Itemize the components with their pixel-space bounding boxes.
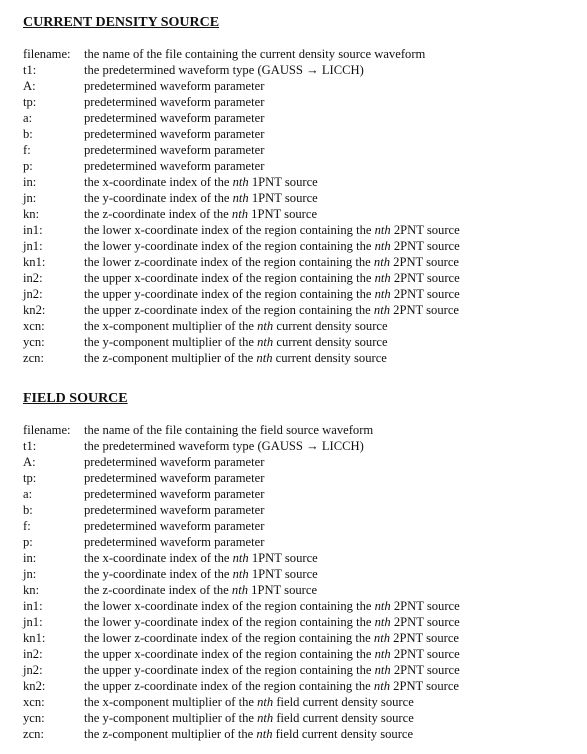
definition-term: jn: [23,567,37,581]
definition-description [84,286,577,302]
definition-row [23,726,577,742]
description-text: the z-component multiplier of the [84,351,257,365]
definition-row [23,78,577,94]
description-text: the upper y-coordinate index of the region containing the [84,287,375,301]
description-emphasis: nth [374,663,391,677]
description-text: current density source [273,335,388,349]
definition-row [23,438,577,454]
section-title: FIELD SOURCE [23,391,128,406]
definition-row [23,142,577,158]
section-title: CURRENT DENSITY SOURCE [23,15,220,30]
description-text: the upper x-coordinate index of the region containing the [84,271,375,285]
description-text: 2PNT source [390,599,460,613]
definition-description: predetermined waveform parameter [84,471,265,485]
definition-term: A: [23,455,36,469]
section-field-source [23,390,577,742]
definition-row [23,126,577,142]
definition-description [84,678,577,694]
definition-row [23,46,577,62]
description-text: the lower x-coordinate index of the region containing the [84,599,375,613]
description-text: 2PNT source [390,287,460,301]
definition-description: predetermined waveform parameter [84,111,265,125]
definition-description [84,566,577,582]
definition-description [84,238,577,254]
description-emphasis: nth [231,583,249,597]
description-text: the x-coordinate index of the [84,551,233,565]
description-emphasis: nth [374,615,391,629]
definition-term: jn2: [23,663,43,677]
description-text: the x-component multiplier of the [84,319,258,333]
definition-term: kn2: [23,303,46,317]
description-text: the lower x-coordinate index of the region containing the [84,223,375,237]
description-emphasis: nth [257,711,274,725]
definition-description: the predetermined waveform type (GAUSS → LICCH) [84,63,364,77]
definition-description [84,582,577,598]
definition-description: predetermined waveform parameter [84,127,265,141]
description-text: 1PNT source [248,191,318,205]
definition-description [84,550,577,566]
definition-description [84,334,577,350]
definition-term: ycn: [23,335,45,349]
description-text: current density source [273,319,388,333]
definition-term: kn1: [23,631,46,645]
definition-term: kn1: [23,255,46,269]
definition-term: in2: [23,271,43,285]
definition-description [84,254,577,270]
description-emphasis: nth [257,335,274,349]
definition-term: f: [23,143,31,157]
definition-term: xcn: [23,695,45,709]
description-emphasis: nth [232,551,249,565]
description-emphasis: nth [256,727,273,741]
definition-term: a: [23,487,33,501]
definition-term: in2: [23,647,43,661]
definition-term: a: [23,111,33,125]
description-text: field current density source [272,727,414,741]
definition-row [23,62,577,78]
definition-term: jn1: [23,239,43,253]
description-text: 2PNT source [390,615,460,629]
description-emphasis: nth [373,679,390,693]
description-text: the z-coordinate index of the [84,583,232,597]
description-emphasis: nth [257,695,274,709]
definition-description: predetermined waveform parameter [84,535,265,549]
description-emphasis: nth [256,351,273,365]
description-emphasis: nth [374,223,391,237]
definition-term: b: [23,127,33,141]
definition-description [84,598,577,614]
definition-term: jn: [23,191,37,205]
description-text: the z-coordinate index of the [84,207,232,221]
definition-row [23,318,577,334]
definition-term: in1: [23,223,43,237]
definition-term: jn1: [23,615,43,629]
description-emphasis: nth [232,175,249,189]
definition-description [84,206,577,222]
definition-description [84,630,577,646]
description-text: the z-component multiplier of the [84,727,257,741]
description-text: field current density source [273,695,414,709]
definition-term: in: [23,551,37,565]
description-text: field current density source [273,711,414,725]
definition-term: in: [23,175,37,189]
definition-term: p: [23,535,33,549]
definition-row [23,550,577,566]
description-text: the lower y-coordinate index of the region containing the [84,615,375,629]
description-emphasis: nth [373,255,390,269]
definition-row [23,174,577,190]
definition-description [84,726,577,742]
description-text: the x-coordinate index of the [84,175,233,189]
definition-term: f: [23,519,31,533]
definition-description: the name of the file containing the current density source waveform [84,47,426,61]
definition-description: predetermined waveform parameter [84,503,265,517]
description-text: the y-component multiplier of the [84,335,258,349]
definition-row [23,302,577,318]
description-text: the y-coordinate index of the [84,191,233,205]
description-text: the x-component multiplier of the [84,695,258,709]
definition-description [84,710,577,726]
definition-term: kn: [23,583,40,597]
definition-description [84,174,577,190]
definition-description [84,694,577,710]
definition-description [84,350,577,366]
definition-row [23,694,577,710]
definition-row [23,254,577,270]
description-text: the upper y-coordinate index of the region containing the [84,663,375,677]
definition-description: the name of the file containing the field source waveform [84,423,374,437]
definition-row [23,286,577,302]
definition-row [23,470,577,486]
definition-row [23,598,577,614]
definition-term: in1: [23,599,43,613]
description-text: 2PNT source [390,271,460,285]
description-text: 2PNT source [390,239,460,253]
definition-description: predetermined waveform parameter [84,79,265,93]
description-emphasis: nth [373,631,390,645]
section-current-density-source [23,14,577,366]
definition-row [23,206,577,222]
description-text: the upper z-coordinate index of the region containing the [84,303,374,317]
definition-description: predetermined waveform parameter [84,95,265,109]
definition-row [23,270,577,286]
definition-row [23,534,577,550]
definition-row [23,630,577,646]
definition-description [84,614,577,630]
definition-row [23,566,577,582]
definition-row [23,646,577,662]
definition-term: ycn: [23,711,45,725]
definition-description [84,302,577,318]
definition-description: predetermined waveform parameter [84,455,265,469]
definition-list [23,46,577,366]
definition-term: t1: [23,439,37,453]
description-text: the lower z-coordinate index of the region containing the [84,631,374,645]
definition-term: zcn: [23,727,44,741]
definition-row [23,238,577,254]
definition-row [23,582,577,598]
definition-list [23,422,577,742]
definition-term: filename: [23,423,71,437]
description-text: the upper z-coordinate index of the region containing the [84,679,374,693]
definition-term: t1: [23,63,37,77]
description-emphasis: nth [374,599,391,613]
definition-description: predetermined waveform parameter [84,143,265,157]
description-emphasis: nth [232,191,249,205]
definition-row [23,222,577,238]
description-text: 1PNT source [248,551,318,565]
definition-row [23,518,577,534]
definition-row [23,678,577,694]
definition-description [84,270,577,286]
definition-row [23,334,577,350]
description-text: 2PNT source [390,679,460,693]
definition-term: zcn: [23,351,44,365]
description-emphasis: nth [374,271,391,285]
description-text: the upper x-coordinate index of the region containing the [84,647,375,661]
description-text: 2PNT source [390,647,460,661]
description-emphasis: nth [231,207,249,221]
description-text: the y-coordinate index of the [84,567,233,581]
description-emphasis: nth [374,287,391,301]
description-text: 1PNT source [248,207,318,221]
definition-description: predetermined waveform parameter [84,159,265,173]
definition-description: predetermined waveform parameter [84,487,265,501]
description-text: the y-component multiplier of the [84,711,258,725]
description-text: 1PNT source [248,567,318,581]
description-emphasis: nth [232,567,249,581]
description-emphasis: nth [374,647,391,661]
definition-description: the predetermined waveform type (GAUSS → LICCH) [84,439,364,453]
definition-row [23,662,577,678]
definition-row [23,190,577,206]
definition-row [23,710,577,726]
definition-description [84,222,577,238]
description-text: 2PNT source [390,223,460,237]
definition-row [23,94,577,110]
definition-term: tp: [23,471,37,485]
description-text: the lower y-coordinate index of the region containing the [84,239,375,253]
definition-row [23,110,577,126]
definition-row [23,422,577,438]
definition-term: jn2: [23,287,43,301]
definition-description [84,646,577,662]
definition-description: predetermined waveform parameter [84,519,265,533]
definition-term: A: [23,79,36,93]
definition-term: tp: [23,95,37,109]
definition-description [84,190,577,206]
definition-term: xcn: [23,319,45,333]
description-text: the lower z-coordinate index of the region containing the [84,255,374,269]
definition-term: p: [23,159,33,173]
definition-term: kn: [23,207,40,221]
description-text: 2PNT source [390,631,460,645]
definition-row [23,454,577,470]
definition-term: filename: [23,47,71,61]
description-text: 2PNT source [390,255,460,269]
description-emphasis: nth [373,303,390,317]
description-text: 1PNT source [248,583,318,597]
definition-row [23,350,577,366]
definition-row [23,486,577,502]
definition-description [84,318,577,334]
definition-description [84,662,577,678]
description-text: 2PNT source [390,303,460,317]
definition-term: kn2: [23,679,46,693]
definition-term: b: [23,503,33,517]
definition-row [23,502,577,518]
definition-row [23,158,577,174]
description-text: 2PNT source [390,663,460,677]
description-text: 1PNT source [248,175,318,189]
description-text: current density source [272,351,387,365]
definition-row [23,614,577,630]
description-emphasis: nth [257,319,274,333]
description-emphasis: nth [374,239,391,253]
